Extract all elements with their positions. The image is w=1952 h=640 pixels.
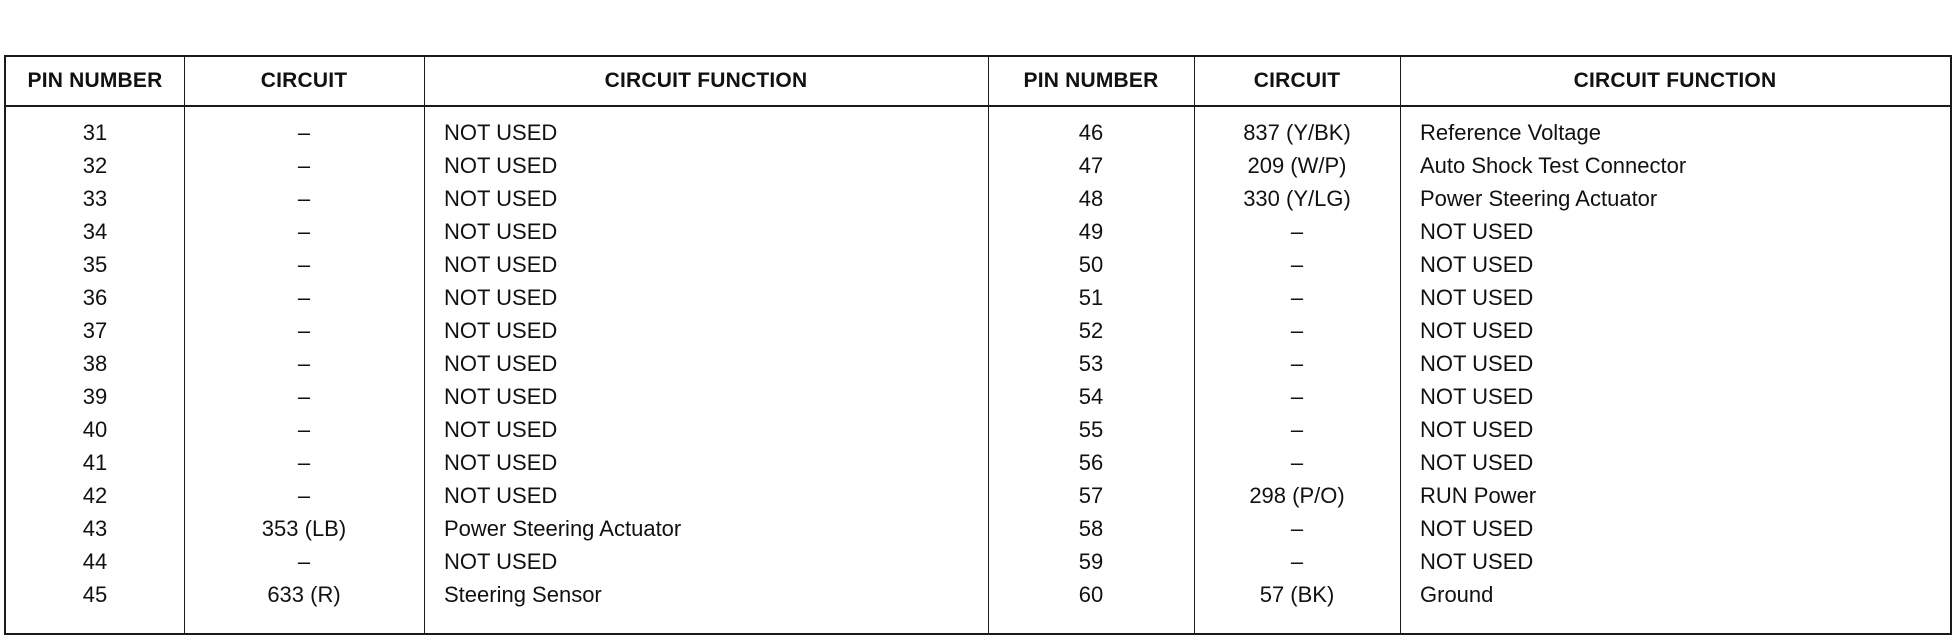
circuit-cell: – <box>297 285 311 310</box>
pin-number-cell: 58 <box>1078 516 1104 541</box>
circuit-function-cell: NOT USED <box>1420 549 1534 574</box>
circuit-cell: – <box>297 549 311 574</box>
circuit-cell: – <box>1290 351 1304 376</box>
table-row <box>6 281 1950 314</box>
circuit-cell: 330 (Y/LG) <box>1243 186 1351 211</box>
circuit-function-cell: RUN Power <box>1420 483 1537 508</box>
circuit-cell: – <box>297 153 311 178</box>
table-row <box>6 479 1950 512</box>
circuit-function-cell: NOT USED <box>1420 318 1534 343</box>
circuit-function-cell: Power Steering Actuator <box>1420 186 1658 211</box>
table-row <box>6 578 1950 611</box>
circuit-cell: – <box>297 318 311 343</box>
header-circuit-right: CIRCUIT <box>1253 69 1341 92</box>
circuit-cell: – <box>1290 252 1304 277</box>
header-pin-number-right: PIN NUMBER <box>1023 69 1159 92</box>
circuit-function-cell: NOT USED <box>1420 417 1534 442</box>
circuit-function-cell: NOT USED <box>444 285 558 310</box>
circuit-cell: – <box>1290 450 1304 475</box>
table-row <box>6 314 1950 347</box>
circuit-function-cell: NOT USED <box>1420 351 1534 376</box>
circuit-function-cell: NOT USED <box>1420 252 1534 277</box>
circuit-function-cell: NOT USED <box>444 120 558 145</box>
circuit-function-cell: NOT USED <box>444 417 558 442</box>
circuit-cell: 209 (W/P) <box>1247 153 1347 178</box>
circuit-cell: 353 (LB) <box>261 516 347 541</box>
circuit-function-cell: NOT USED <box>444 252 558 277</box>
circuit-cell: – <box>1290 219 1304 244</box>
circuit-cell: 298 (P/O) <box>1249 483 1345 508</box>
table-header <box>6 57 1950 107</box>
circuit-cell: – <box>1290 285 1304 310</box>
circuit-cell: – <box>1290 549 1304 574</box>
table-row <box>6 380 1950 413</box>
circuit-function-cell: NOT USED <box>444 483 558 508</box>
table-row <box>6 215 1950 248</box>
pin-assignment-table <box>4 55 1952 635</box>
circuit-cell: – <box>297 219 311 244</box>
circuit-cell: – <box>297 450 311 475</box>
pin-number-cell: 59 <box>1078 549 1104 574</box>
pin-number-cell: 52 <box>1078 318 1104 343</box>
header-circuit-left: CIRCUIT <box>260 69 348 92</box>
pin-number-cell: 60 <box>1078 582 1104 607</box>
pin-number-cell: 32 <box>82 153 108 178</box>
pin-number-cell: 40 <box>82 417 108 442</box>
circuit-function-cell: NOT USED <box>444 318 558 343</box>
pin-number-cell: 56 <box>1078 450 1104 475</box>
circuit-function-cell: NOT USED <box>444 549 558 574</box>
circuit-cell: – <box>297 351 311 376</box>
pin-number-cell: 51 <box>1078 285 1104 310</box>
pin-number-cell: 34 <box>82 219 108 244</box>
pin-number-cell: 38 <box>82 351 108 376</box>
circuit-cell: – <box>1290 384 1304 409</box>
table-row <box>6 446 1950 479</box>
circuit-cell: – <box>1290 417 1304 442</box>
circuit-function-cell: NOT USED <box>444 219 558 244</box>
table-row <box>6 545 1950 578</box>
pin-number-cell: 47 <box>1078 153 1104 178</box>
table-row <box>6 413 1950 446</box>
table-body <box>6 116 1950 611</box>
pin-number-cell: 54 <box>1078 384 1104 409</box>
circuit-cell: – <box>297 417 311 442</box>
pin-number-cell: 48 <box>1078 186 1104 211</box>
circuit-cell: – <box>297 252 311 277</box>
pin-number-cell: 31 <box>82 120 108 145</box>
circuit-function-cell: NOT USED <box>1420 450 1534 475</box>
pin-number-cell: 43 <box>82 516 108 541</box>
header-circuit-function-left: CIRCUIT FUNCTION <box>604 69 808 92</box>
circuit-cell: – <box>297 384 311 409</box>
circuit-function-cell: NOT USED <box>1420 516 1534 541</box>
pin-number-cell: 36 <box>82 285 108 310</box>
circuit-cell: – <box>297 483 311 508</box>
circuit-cell: 633 (R) <box>267 582 341 607</box>
circuit-function-cell: NOT USED <box>1420 384 1534 409</box>
pin-number-cell: 42 <box>82 483 108 508</box>
header-circuit-function-right: CIRCUIT FUNCTION <box>1573 69 1777 92</box>
circuit-cell: – <box>1290 318 1304 343</box>
circuit-function-cell: NOT USED <box>1420 285 1534 310</box>
circuit-cell: – <box>297 120 311 145</box>
circuit-function-cell: NOT USED <box>444 186 558 211</box>
circuit-function-cell: Steering Sensor <box>444 582 602 607</box>
pin-number-cell: 53 <box>1078 351 1104 376</box>
pin-number-cell: 45 <box>82 582 108 607</box>
pin-number-cell: 41 <box>82 450 108 475</box>
pin-number-cell: 35 <box>82 252 108 277</box>
header-pin-number-left: PIN NUMBER <box>27 69 163 92</box>
circuit-function-cell: Power Steering Actuator <box>444 516 682 541</box>
table-row <box>6 512 1950 545</box>
circuit-cell: 837 (Y/BK) <box>1243 120 1351 145</box>
circuit-function-cell: NOT USED <box>444 450 558 475</box>
pin-number-cell: 57 <box>1078 483 1104 508</box>
pin-number-cell: 49 <box>1078 219 1104 244</box>
circuit-function-cell: Ground <box>1420 582 1494 607</box>
pin-number-cell: 44 <box>82 549 108 574</box>
circuit-cell: – <box>1290 516 1304 541</box>
pin-number-cell: 46 <box>1078 120 1104 145</box>
pin-number-cell: 37 <box>82 318 108 343</box>
table-row <box>6 149 1950 182</box>
circuit-cell: 57 (BK) <box>1259 582 1335 607</box>
circuit-function-cell: Auto Shock Test Connector <box>1420 153 1687 178</box>
circuit-function-cell: NOT USED <box>1420 219 1534 244</box>
pin-number-cell: 33 <box>82 186 108 211</box>
table-row <box>6 347 1950 380</box>
table-row <box>6 248 1950 281</box>
table-row <box>6 182 1950 215</box>
circuit-function-cell: NOT USED <box>444 153 558 178</box>
pin-number-cell: 55 <box>1078 417 1104 442</box>
circuit-cell: – <box>297 186 311 211</box>
pin-number-cell: 50 <box>1078 252 1104 277</box>
table-row <box>6 116 1950 149</box>
circuit-function-cell: NOT USED <box>444 351 558 376</box>
circuit-function-cell: Reference Voltage <box>1420 120 1602 145</box>
circuit-function-cell: NOT USED <box>444 384 558 409</box>
pin-number-cell: 39 <box>82 384 108 409</box>
